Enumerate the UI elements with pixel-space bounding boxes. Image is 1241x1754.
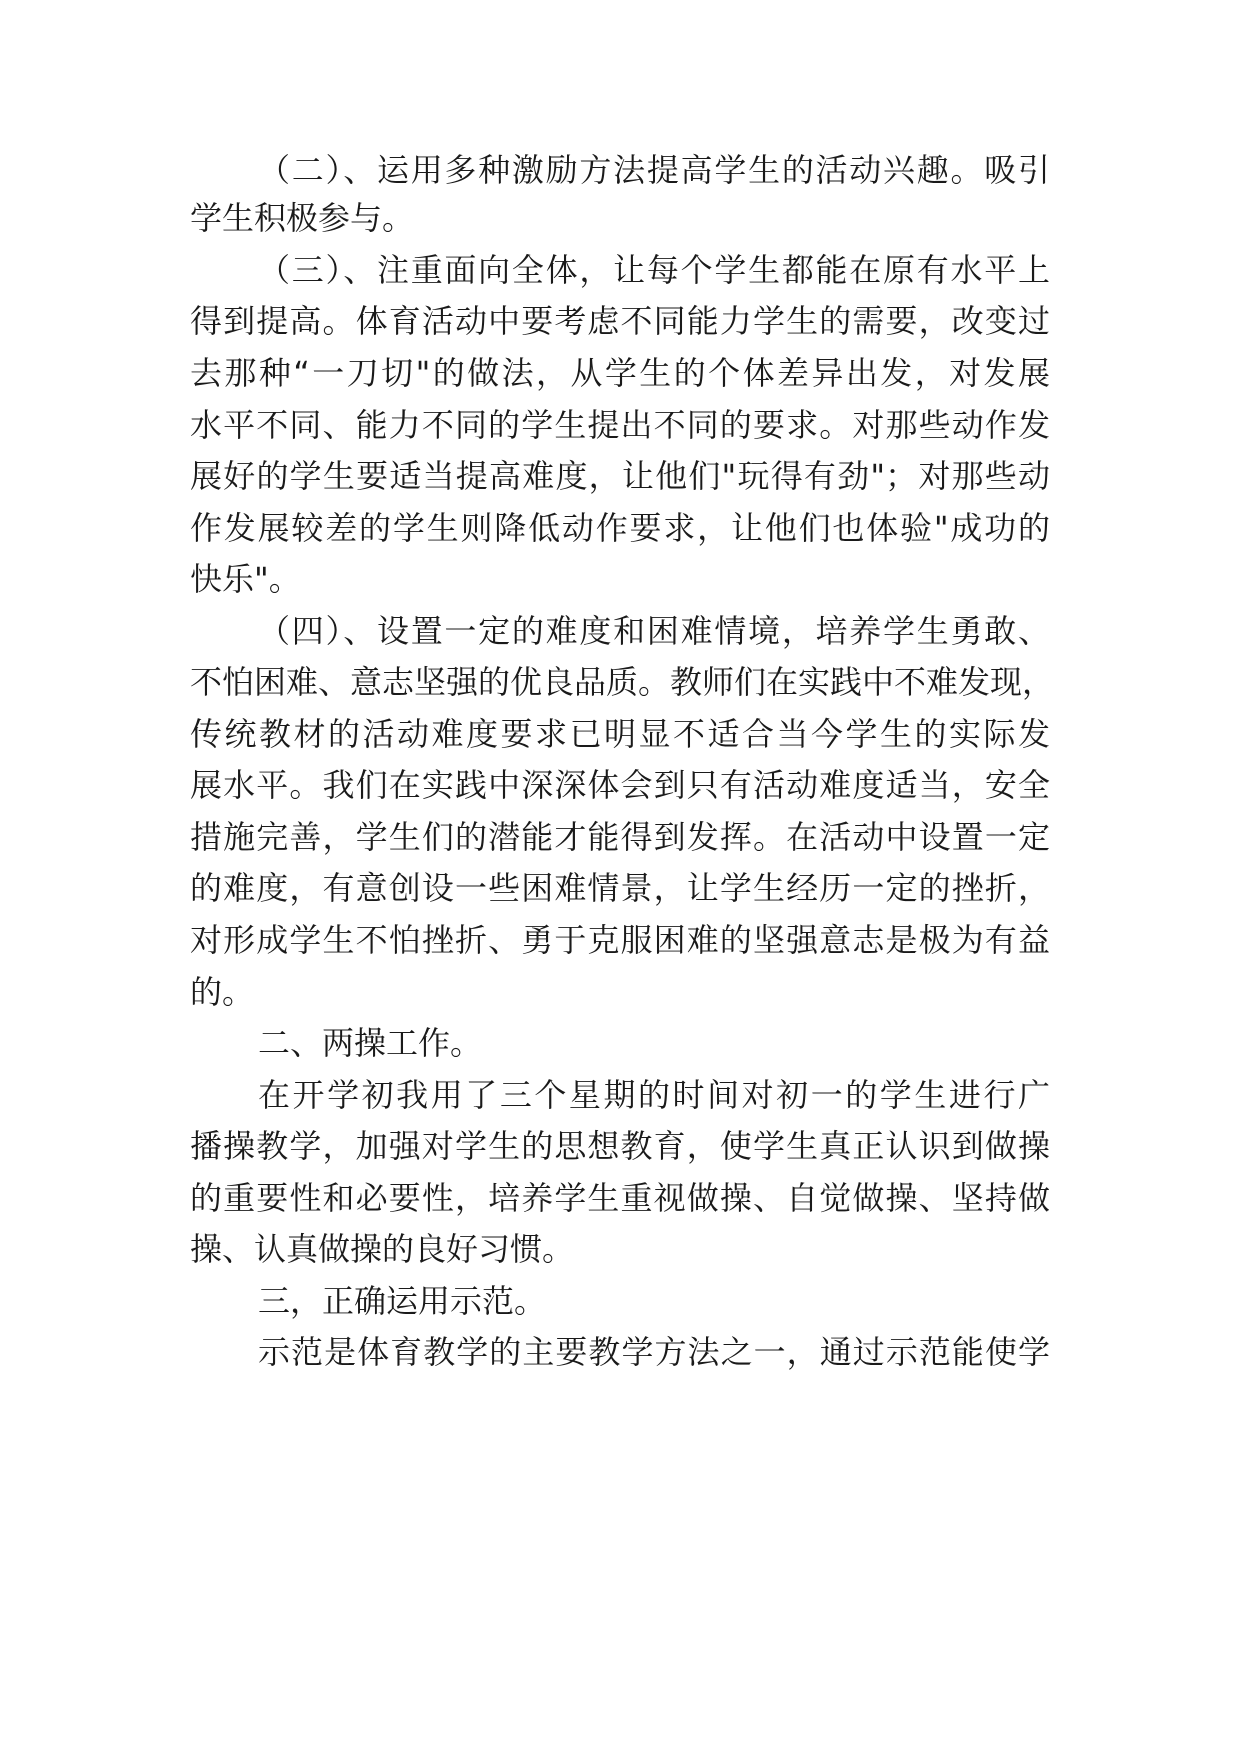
paragraph-line: 传统教材的活动难度要求已明显不适合当今学生的实际发 (190, 715, 1050, 753)
paragraph-line: 措施完善，学生们的潜能才能得到发挥。在活动中设置一定 (190, 818, 1050, 856)
paragraph-line: 的。 (190, 973, 255, 1011)
section-heading: 三，正确运用示范。 (258, 1282, 547, 1320)
paragraph-line: 水平不同、能力不同的学生提出不同的要求。对那些动作发 (190, 406, 1050, 444)
paragraph-line: 作发展较差的学生则降低动作要求，让他们也体验"成功的 (190, 509, 1050, 547)
paragraph-line: 示范是体育教学的主要教学方法之一，通过示范能使学 (258, 1333, 1050, 1371)
paragraph-line: 学生积极参与。 (190, 199, 415, 237)
paragraph-line: 的难度，有意创设一些困难情景，让学生经历一定的挫折， (190, 869, 1050, 907)
paragraph-line: 不怕困难、意志坚强的优良品质。教师们在实践中不难发现， (190, 663, 1055, 701)
paragraph-line: 去那种“一刀切"的做法，从学生的个体差异出发，对发展 (190, 354, 1050, 392)
paragraph-line: 对形成学生不怕挫折、勇于克服困难的坚强意志是极为有益 (190, 921, 1050, 959)
paragraph-line: 快乐"。 (190, 560, 301, 598)
paragraph-line: 在开学初我用了三个星期的时间对初一的学生进行广 (258, 1076, 1050, 1114)
paragraph-line: 得到提高。体育活动中要考虑不同能力学生的需要，改变过 (190, 302, 1050, 340)
paragraph-line: 操、认真做操的良好习惯。 (190, 1230, 575, 1268)
paragraph-line: 的重要性和必要性，培养学生重视做操、自觉做操、坚持做 (190, 1179, 1050, 1217)
paragraph-line: （四）、设置一定的难度和困难情境，培养学生勇敢、 (258, 612, 1050, 650)
paragraph-line: 展好的学生要适当提高难度，让他们"玩得有劲"；对那些动 (190, 457, 1050, 495)
paragraph-line: 展水平。我们在实践中深深体会到只有活动难度适当，安全 (190, 766, 1050, 804)
paragraph-line: 播操教学，加强对学生的思想教育，使学生真正认识到做操 (190, 1127, 1050, 1165)
paragraph-line: （三）、注重面向全体，让每个学生都能在原有水平上 (258, 251, 1050, 289)
section-heading: 二、两操工作。 (258, 1024, 483, 1062)
paragraph-line: （二）、运用多种激励方法提高学生的活动兴趣。吸引 (258, 151, 1050, 189)
